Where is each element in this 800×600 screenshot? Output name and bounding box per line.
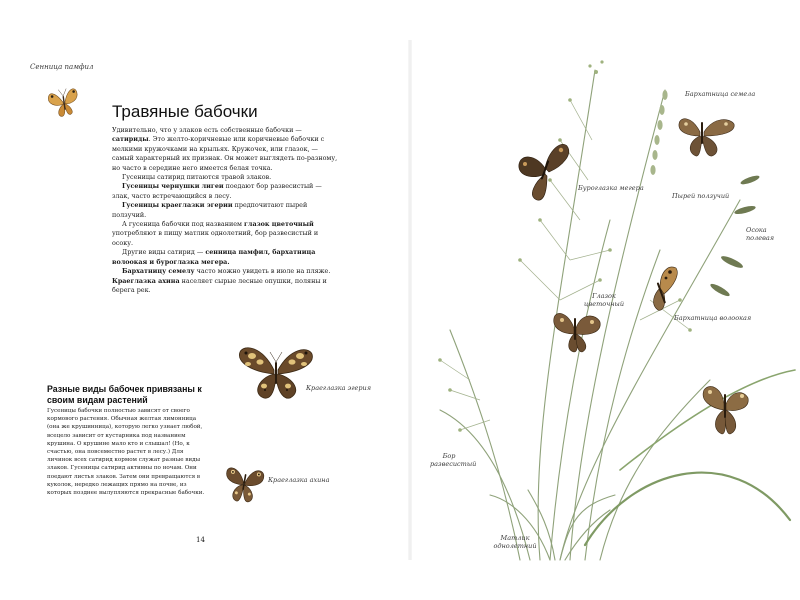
text-run: Удивительно, что у злаков есть собственные бабочки — <box>112 126 302 134</box>
body-paragraph <box>112 220 340 248</box>
matlik-label: Матлик однолетний <box>493 534 537 550</box>
text-run: Другие виды сатирид — <box>122 248 206 257</box>
egeria-butterfly-illustration <box>236 340 316 404</box>
megera-label: Буроглазка мегера <box>578 184 644 192</box>
bor-label: Бор развесистый <box>430 452 477 468</box>
semela-butterfly-illustration <box>679 119 734 156</box>
meadow-butterfly-illustration <box>703 386 748 434</box>
body-paragraph <box>112 248 340 267</box>
text-run: поедают бор развесистый — злак, часто встречающийся в лесу. <box>112 182 322 200</box>
akhina-butterfly-illustration <box>222 460 266 508</box>
akhina-label: Краеглазка ахина <box>268 476 330 484</box>
bold-term: сенница памфил, бархатница волоокая и буроглазка мегера. <box>112 248 316 266</box>
text-run: населяет сырые лесные опушки, поляны и берега рек. <box>112 276 327 294</box>
body-paragraph <box>112 201 340 220</box>
page-title: Травяные бабочки <box>112 102 258 121</box>
body-paragraph <box>112 182 340 201</box>
body-paragraph <box>112 126 340 173</box>
volookaya-butterfly-illustration <box>654 267 678 310</box>
semela-label: Бархатница семела <box>685 90 756 98</box>
bold-term: сатириды <box>112 135 149 144</box>
right-page <box>410 0 800 600</box>
glazok-butterfly-illustration <box>554 313 600 352</box>
volookaya-label: Бархатница волоокая <box>674 314 752 322</box>
text-run: Гусеницы сатирид питаются травой злаков. <box>122 173 272 182</box>
running-caption: Сенница памфил <box>30 63 94 71</box>
text-run: А гусеница бабочки под названием <box>122 220 245 229</box>
bold-term: Бархатницу семелу <box>122 267 195 276</box>
page-number: 14 <box>196 536 205 544</box>
pyrey-label: Пырей ползучий <box>672 192 730 200</box>
megera-butterfly-illustration <box>519 144 569 200</box>
text-run: предпочитают пырей ползучий. <box>112 201 308 219</box>
text-run: . Это желто-коричневые или коричневые бабочки с мелкими кружочками на крыльях. Кружочек, или глазок, — самый характерный их признак. Он может выглядеть по-разному, но часто в середине него имеется белая точка. <box>112 135 338 172</box>
text-run: часто можно увидеть в июле на пляже. <box>194 267 331 276</box>
section-text: Гусеницы бабочки полностью зависят от своего кормового растения. Обычная желтая лимонница (она же крушинница), которую легко узнает любой, всецело зависит от кустарника под названием крушина. О крушине мало кто и слышал! (Но, к счастью, она повсеместно растет в лесу.) Для личинок всех сатирид кормом служат разные виды злаков. Гусеницы сатирид активны по ночам. Они поедают листья злаков. Затем они превращаются в куколок, нередко лежащих прямо на почве, из которых позднее вылупляются прекрасные бабочки. <box>47 408 205 497</box>
body-paragraph <box>112 173 340 182</box>
section-subheading: Разные виды бабочек привязаны к своим видам растений <box>47 384 202 405</box>
bold-term: Гусеницы чернушки лигеи <box>122 182 224 191</box>
pamphilus-butterfly-illustration <box>46 84 82 120</box>
glazok-label: Глазок цветочный <box>583 292 625 308</box>
bold-term: глазок цветочный <box>244 220 314 229</box>
bold-term: Краеглазка ахина <box>112 276 180 285</box>
bold-term: Гусеницы краеглазки эгерии <box>122 201 233 210</box>
body-paragraph <box>112 267 340 295</box>
text-run: употребляют в пищу матлик однолетний, бор развесистый и осоку. <box>112 229 319 247</box>
egeria-label: Краеглазка эгерия <box>306 384 372 392</box>
osoka-label: Осока полевая <box>746 226 775 242</box>
main-text <box>112 126 340 295</box>
